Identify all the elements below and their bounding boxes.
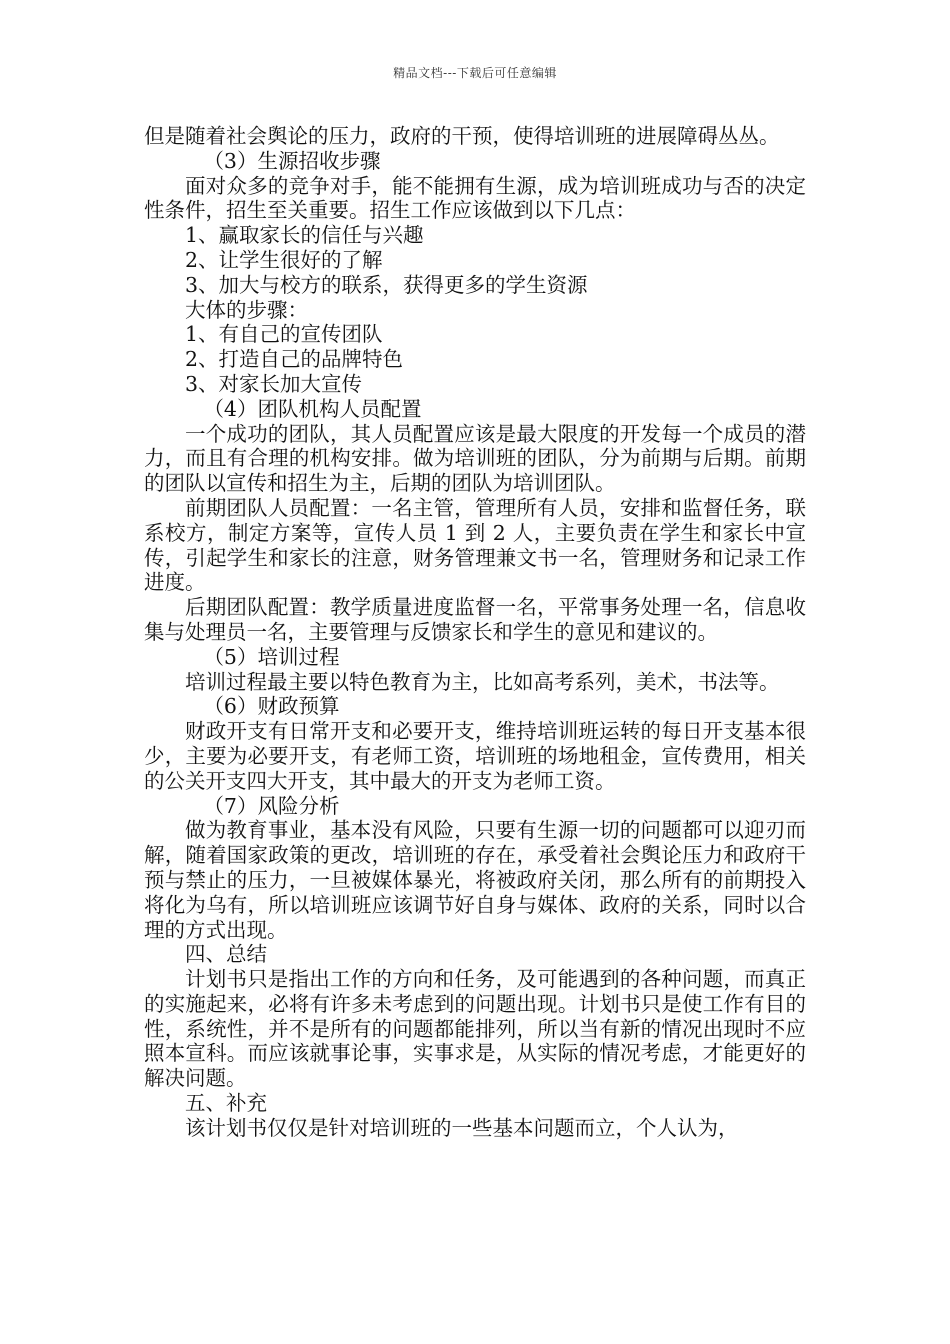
section-heading-team: （4）团队机构人员配置 xyxy=(203,396,422,421)
paragraph: 计划书只是指出工作的方向和任务，及可能遇到的各种问题，而真正的实施起来，必将有许多未考虑到的问题出现。计划书只是使工作有目的性，系统性，并不是所有的问题都能排列，所以当有新的情况出现时不应照本宣科。而应该就事论事，实事求是，从实际的情况考虑，才能更好的解决问题。 xyxy=(144,967,806,1091)
paragraph: 大体的步骤： xyxy=(185,297,308,322)
document-body xyxy=(144,124,806,1141)
section-heading-supplement: 五、补充 xyxy=(185,1091,267,1116)
paragraph: 后期团队配置：教学质量进度监督一名，平常事务处理一名，信息收集与处理员一名，主要管理与反馈家长和学生的意见和建议的。 xyxy=(144,595,806,644)
paragraph: 培训过程最主要以特色教育为主，比如高考系列，美术，书法等。 xyxy=(185,669,780,694)
list-item: 1、赢取家长的信任与兴趣 xyxy=(185,223,424,248)
list-item: 3、对家长加大宣传 xyxy=(185,371,363,396)
paragraph: 一个成功的团队，其人员配置应该是最大限度的开发每一个成员的潜力，而且有合理的机构安排。做为培训班的团队，分为前期与后期。前期的团队以宣传和招生为主，后期的团队为培训团队。 xyxy=(144,421,806,496)
paragraph-continuation: 但是随着社会舆论的压力，政府的干预，使得培训班的进展障碍丛丛。 xyxy=(144,124,780,148)
section-heading-summary: 四、总结 xyxy=(185,942,267,967)
paragraph: 做为教育事业，基本没有风险，只要有生源一切的问题都可以迎刃而解，随着国家政策的更改，培训班的存在，承受着社会舆论压力和政府干预与禁止的压力，一旦被媒体暴光，将被政府关闭，那么所有的前期投入将化为乌有，所以培训班应该调节好自身与媒体、政府的关系，同时以合理的方式出现。 xyxy=(144,818,806,942)
paragraph: 财政开支有日常开支和必要开支，维持培训班运转的每日开支基本很少，主要为必要开支，有老师工资，培训班的场地租金，宣传费用，相关的公关开支四大开支，其中最大的开支为老师工资。 xyxy=(144,719,806,793)
page-header: 精品文档---下载后可任意编辑 xyxy=(393,66,557,80)
paragraph: 前期团队人员配置：一名主管，管理所有人员，安排和监督任务，联系校方，制定方案等，宣传人员 1 到 2 人，主要负责在学生和家长中宣传，引起学生和家长的注意，财务管理兼文书一名，管理财务和记录工作进度。 xyxy=(144,495,806,595)
section-heading-training: （5）培训过程 xyxy=(203,644,340,669)
section-heading-budget: （6）财政预算 xyxy=(203,694,340,719)
paragraph: 面对众多的竞争对手，能不能拥有生源，成为培训班成功与否的决定性条件，招生至关重要。招生工作应该做到以下几点： xyxy=(144,173,806,223)
list-item: 2、打造自己的品牌特色 xyxy=(185,347,404,372)
list-item: 3、加大与校方的联系，获得更多的学生资源 xyxy=(185,272,588,297)
section-heading-risk: （7）风险分析 xyxy=(203,793,340,818)
paragraph: 该计划书仅仅是针对培训班的一些基本问题而立，个人认为， xyxy=(185,1115,739,1140)
section-heading-enrollment: （3）生源招收步骤 xyxy=(203,148,381,173)
list-item: 1、有自己的宣传团队 xyxy=(185,322,383,347)
list-item: 2、让学生很好的了解 xyxy=(185,247,383,272)
